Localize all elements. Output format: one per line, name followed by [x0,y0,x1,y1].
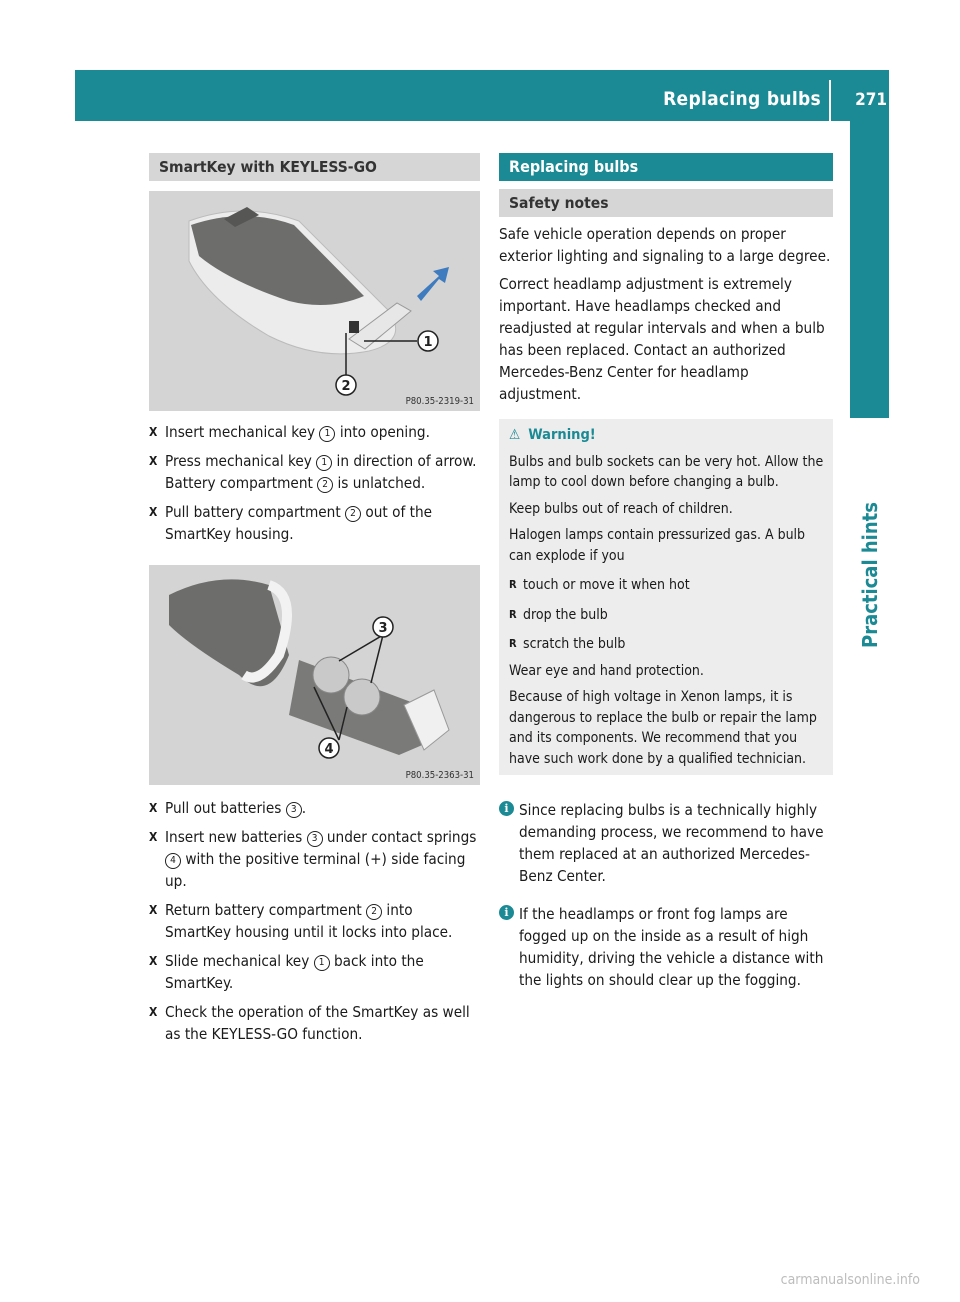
step-press-key: X Press mechanical key 1 in direction of arrow. Battery compartment 2 is unlatched. [149,452,477,492]
info-icon: i [499,801,514,816]
info-icon: i [499,905,514,920]
info-note-replacement: i Since replacing bulbs is a technically highly demanding process, we recommend to have them replaced at an authorized Mercedes-Benz Center. [499,799,833,887]
step-check-operation: X Check the operation of the SmartKey as well as the KEYLESS-GO function. [149,1003,470,1043]
info-note-fogging: i If the headlamps or front fog lamps are fogged up on the inside as a result of high humidity, driving the vehicle a distance with the lights on should clear up the fogging. [499,903,833,991]
warning-text: Because of high voltage in Xenon lamps, it is dangerous to replace the bulb or repair the lamp and its components. We recommend that you have such work done by a qualified technician. [509,689,817,767]
figure-smartkey-batteries [149,565,480,785]
warning-bullet: R touch or move it when hot [509,575,827,596]
smartkey-battery-illustration [149,565,480,785]
figure-smartkey-mechanical-key [149,191,480,411]
step-slide-key-back: X Slide mechanical key 1 back into the SmartKey. [149,952,424,992]
warning-text: Halogen lamps contain pressurized gas. A bulb can explode if you [509,527,806,564]
warning-title: Warning! [528,427,596,443]
right-column [499,153,833,991]
svg-text:2: 2 [341,379,351,394]
section-title-smartkey: SmartKey with KEYLESS-GO [149,153,480,181]
step-return-compartment: X Return battery compartment 2 into SmartKey housing until it locks into place. [149,901,453,941]
smartkey-key-illustration [149,191,480,411]
figure-code: P80.35-2363-31 [405,770,474,781]
step-insert-batteries: X Insert new batteries 3 under contact springs 4 with the positive terminal (+) side facing up. [149,828,477,890]
left-column [149,153,480,1045]
warning-bullet: R drop the bulb [509,605,827,626]
step-insert-key: X Insert mechanical key 1 into opening. [149,423,430,441]
warning-triangle-icon: ⚠ [509,427,521,443]
header-title: Replacing bulbs [663,88,821,110]
warning-text: Bulbs and bulb sockets can be very hot. Allow the lamp to cool down before changing a bulb. [509,453,824,490]
header-divider [829,80,831,121]
section-title-replacing-bulbs: Replacing bulbs [499,153,833,181]
svg-text:4: 4 [324,742,334,757]
watermark: carmanualsonline.info [780,1272,920,1288]
paragraph-safe-operation: Safe vehicle operation depends on proper exterior lighting and signaling to a large degree. [499,225,831,265]
side-tab-label: Practical hints [858,502,882,648]
svg-text:3: 3 [378,621,388,636]
warning-text: Wear eye and hand protection. [509,662,704,679]
subsection-title-safety-notes: Safety notes [499,189,833,217]
page-header [75,70,889,121]
warning-text: Keep bulbs out of reach of children. [509,500,733,517]
figure-code: P80.35-2319-31 [405,396,474,407]
step-pull-compartment: X Pull battery compartment 2 out of the SmartKey housing. [149,503,433,543]
side-tab-marker [850,121,889,418]
paragraph-headlamp-adjustment: Correct headlamp adjustment is extremely important. Have headlamps checked and readjusted at regular intervals and when a bulb has been replaced. Contact an authorized Mercedes-Benz Center for headlamp adjustment. [499,275,825,403]
svg-text:1: 1 [423,335,433,350]
warning-bullet: R scratch the bulb [509,634,827,655]
page-number: 271 [855,90,887,110]
warning-box [499,419,833,775]
step-pull-batteries: X Pull out batteries 3 . [149,799,307,817]
